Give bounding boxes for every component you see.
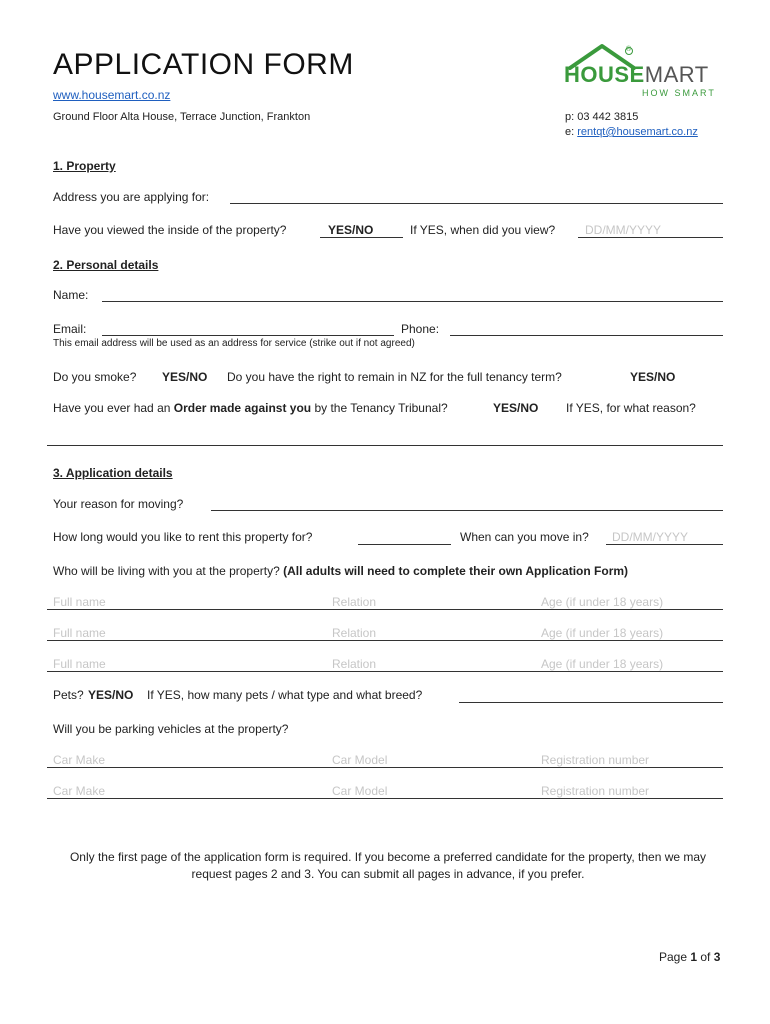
vehicle-make: Car Make (53, 753, 106, 767)
page-number (659, 950, 720, 964)
move-in-input[interactable] (606, 544, 723, 545)
email-input[interactable] (102, 335, 394, 336)
occupant-row-line[interactable] (47, 609, 723, 610)
housemart-logo (562, 40, 722, 102)
occupant-relation: Relation (332, 657, 377, 671)
occupants-question: Who will be living with you at the property? (53, 564, 280, 578)
moving-reason-input[interactable] (211, 510, 723, 511)
address-input[interactable] (230, 203, 723, 204)
order-reason-input[interactable] (47, 445, 723, 446)
rent-duration-input[interactable] (358, 544, 451, 545)
smoke-yes-no[interactable]: YES/NO (162, 370, 208, 384)
order-prefix: Have you ever had an (53, 401, 174, 415)
viewed-underline (320, 237, 403, 238)
pets-detail-input[interactable] (459, 702, 723, 703)
vehicle-rego: Registration number (541, 753, 650, 767)
contact-email (565, 126, 698, 138)
view-date-placeholder: DD/MM/YYYY (585, 223, 662, 237)
moving-reason-label: Your reason for moving? (53, 497, 184, 511)
section-heading-personal: 2. Personal details (53, 258, 159, 272)
occupants-note: (All adults will need to complete their own Application Form) (283, 564, 629, 578)
move-in-label: When can you move in? (460, 530, 589, 544)
vehicle-rego: Registration number (541, 784, 650, 798)
occupant-relation: Relation (332, 626, 377, 640)
vehicle-model: Car Model (332, 784, 388, 798)
page-of: of (697, 950, 714, 964)
right-to-remain-label: Do you have the right to remain in NZ for the full tenancy term? (227, 370, 562, 384)
order-bold: Order made against you (173, 401, 312, 415)
occupant-row-line[interactable] (47, 671, 723, 672)
email-label: Email: (53, 322, 87, 336)
occupant-relation: Relation (332, 595, 377, 609)
phone-label: Phone: (401, 322, 440, 336)
page-current: 1 (690, 950, 698, 964)
email-service-note: This email address will be used as an address for service (strike out if not agreed) (53, 338, 415, 349)
when-viewed-label: If YES, when did you view? (410, 223, 556, 237)
viewed-label: Have you viewed the inside of the property? (53, 223, 287, 237)
phone-number: p: 03 442 3815 (565, 111, 639, 123)
occupant-name: Full name (53, 595, 106, 609)
right-to-remain-yes-no[interactable]: YES/NO (630, 370, 676, 384)
page-title: APPLICATION FORM (53, 48, 354, 81)
phone-input[interactable] (450, 335, 723, 336)
section-heading-application: 3. Application details (53, 466, 173, 480)
office-address: Ground Floor Alta House, Terrace Junction, Frankton (53, 111, 311, 123)
website-link[interactable]: www.housemart.co.nz (53, 88, 171, 102)
logo-mart-text: MART (644, 62, 709, 87)
email-prefix: e: (565, 126, 578, 138)
address-label: Address you are applying for: (53, 190, 210, 204)
rent-duration-label: How long would you like to rent this property for? (53, 530, 313, 544)
section-heading-property: 1. Property (53, 159, 116, 173)
smoke-label: Do you smoke? (53, 370, 137, 384)
logo-tagline: HOW SMART (642, 88, 716, 98)
viewed-yes-no[interactable]: YES/NO (328, 223, 374, 237)
registered-mark: ® (626, 46, 632, 53)
name-input[interactable] (102, 301, 723, 302)
occupant-age: Age (if under 18 years) (541, 657, 664, 671)
pets-yes-no[interactable]: YES/NO (88, 688, 134, 702)
footer-note: Only the first page of the application form is required. If you become a preferred candidate for the property, then we may request pages 2 and 3. You can submit all pages in advance, if you prefer. (69, 850, 707, 881)
vehicle-make: Car Make (53, 784, 106, 798)
page-prefix: Page (659, 950, 691, 964)
vehicle-row-line[interactable] (47, 767, 723, 768)
page-total: 3 (713, 950, 721, 964)
tribunal-order-yes-no[interactable]: YES/NO (493, 401, 539, 415)
email-link[interactable]: rentqt@housemart.co.nz (577, 126, 698, 138)
tribunal-order-label (53, 401, 448, 415)
vehicle-model: Car Model (332, 753, 388, 767)
occupant-age: Age (if under 18 years) (541, 595, 664, 609)
occupant-name: Full name (53, 657, 106, 671)
occupant-row-line[interactable] (47, 640, 723, 641)
occupant-name: Full name (53, 626, 106, 640)
order-reason-label: If YES, for what reason? (566, 401, 696, 415)
order-suffix: by the Tenancy Tribunal? (311, 401, 448, 415)
name-label: Name: (53, 288, 89, 302)
pets-label: Pets? (53, 688, 84, 702)
occupants-label (53, 564, 628, 578)
view-date-input[interactable] (578, 237, 723, 238)
parking-label: Will you be parking vehicles at the property? (53, 722, 289, 736)
vehicle-row-line[interactable] (47, 798, 723, 799)
pets-detail-label: If YES, how many pets / what type and what breed? (147, 688, 423, 702)
occupant-age: Age (if under 18 years) (541, 626, 664, 640)
move-in-placeholder: DD/MM/YYYY (612, 530, 689, 544)
logo-house-text: HOUSE (564, 62, 645, 87)
